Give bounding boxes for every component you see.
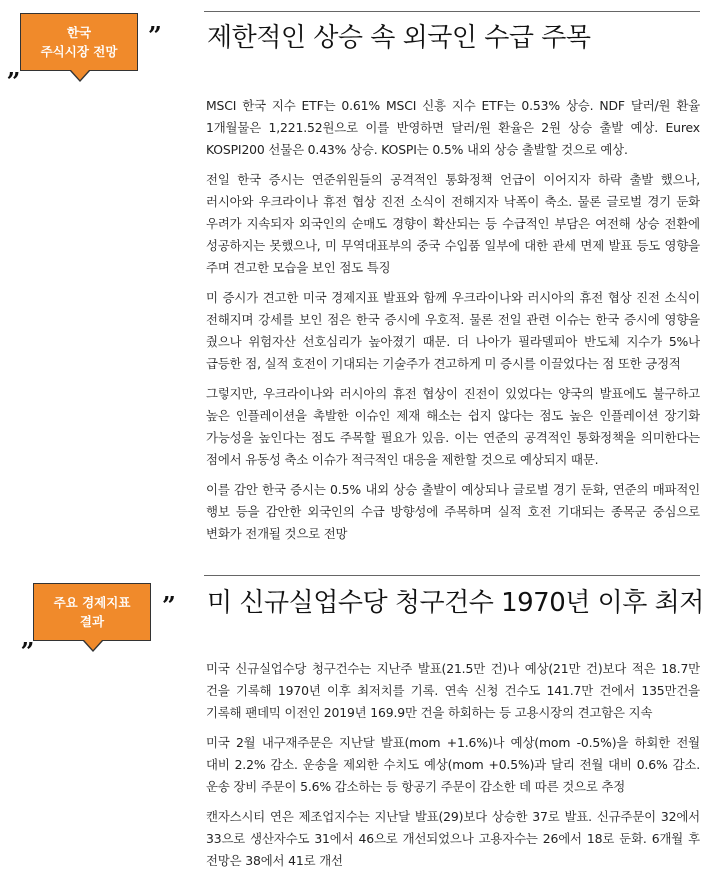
- badge-label: [21, 23, 137, 61]
- paragraph: 미국 2월 내구재주문은 지난달 발표(mom +1.6%)나 예상(mom -0.5%)을 하회한 전월 대비 2.2% 감소. 운송을 제외한 수치도 예상(mom +0.5%)과 달리 전월 대비 0.6% 감소. 운송 장비 주문이 5.6% 감소하는 등 항공기 주문이 감소한 데 따른 것으로 추정: [206, 735, 700, 794]
- badge-line-1: 한국: [66, 25, 92, 40]
- close-quote-icon: ”: [162, 591, 176, 620]
- open-quote-icon: „: [21, 623, 35, 652]
- section-badge: [20, 13, 138, 71]
- paragraph: 전일 한국 증시는 연준위원들의 공격적인 통화정책 언급이 이어지자 하락 출발 했으나, 러시아와 우크라이나 휴전 협상 진전 소식이 전해지자 낙폭이 축소. 물론 글로벌 경기 둔화 우려가 지속되자 외국인의 순매도 경향이 확산되는 등 수급적인 부담은 여전해 상승 전환에 성공하지는 못했으나, 미 무역대표부의 중국 수입품 일부에 대한 관세 면제 발표 등도 영향을 주며 견고한 모습을 보인 점도 특징: [206, 172, 700, 275]
- badge-line-2: 주식시장 전망: [40, 44, 118, 59]
- paragraph: 미 증시가 견고한 미국 경제지표 발표와 함께 우크라이나와 러시아의 휴전 협상 진전 소식이 전해지며 강세를 보인 점은 한국 증시에 우호적. 물론 전일 관련 이슈는 한국 증시에 영향을 줬으나 위험자산 선호심리가 높아졌기 때문. 더 나아가 필라델피아 반도체 지수가 5%나 급등한 점, 실적 호전이 기대되는 기술주가 견고하게 미 증시를 이끌었다는 점 또한 긍정적: [206, 290, 700, 371]
- paragraph: 캔자스시티 연은 제조업지수는 지난달 발표(29)보다 상승한 37로 발표. 신규주문이 32에서 33으로 생산자수도 31에서 46으로 개선되었으나 고용자수는 26에서 18로 둔화. 6개월 후 전망은 38에서 41로 개선: [206, 809, 700, 868]
- section-body: [206, 95, 700, 553]
- badge-label: [34, 593, 150, 631]
- paragraph: 미국 신규실업수당 청구건수는 지난주 발표(21.5만 건)나 예상(21만 건)보다 적은 18.7만 건을 기록해 1970년 이후 최저치를 기록. 연속 신청 건수도 141.7만 건에서 135만건을 기록해 팬데믹 이전인 2019년 169.9만 건을 하회하는 등 고용시장의 견고함은 지속: [206, 661, 700, 720]
- paragraph: 이를 감안 한국 증시는 0.5% 내외 상승 출발이 예상되나 글로벌 경기 둔화, 연준의 매파적인 행보 등을 감안한 외국인의 수급 방향성에 주목하며 실적 호전 기대되는 종목군 중심으로 변화가 전개될 것으로 전망: [206, 482, 700, 541]
- section-body: [206, 658, 700, 880]
- title-rule: [204, 11, 700, 12]
- open-quote-icon: „: [7, 53, 21, 82]
- close-quote-icon: ”: [148, 21, 162, 50]
- paragraph: 그렇지만, 우크라이나와 러시아의 휴전 협상이 진전이 있었다는 양국의 발표에도 불구하고 높은 인플레이션을 촉발한 이슈인 제재 해소는 쉽지 않다는 점도 높은 인플레이션 장기화 가능성을 높인다는 점도 주목할 필요가 있음. 이는 연준의 공격적인 통화정책을 의미한다는 점에서 유동성 축소 이슈가 적극적인 대응을 제한할 것으로 예상되지 때문.: [206, 386, 700, 467]
- section-title: 미 신규실업수당 청구건수 1970년 이후 최저: [207, 588, 704, 618]
- title-rule: [204, 575, 700, 576]
- paragraph: MSCI 한국 지수 ETF는 0.61% MSCI 신흥 지수 ETF는 0.53% 상승. NDF 달러/원 환율 1개월물은 1,221.52원으로 이를 반영하면 달러/원 환율은 2원 상승 출발 예상. Eurex KOSPI200 선물은 0.43% 상승. KOSPI는 0.5% 내외 상승 출발할 것으로 예상.: [206, 98, 700, 157]
- section-title: 제한적인 상승 속 외국인 수급 주목: [207, 23, 591, 53]
- badge-tail: [70, 71, 90, 82]
- badge-line-1: 주요 경제지표: [53, 595, 131, 610]
- badge-line-2: 결과: [79, 614, 105, 629]
- badge-tail: [83, 641, 103, 652]
- section-badge: [33, 583, 151, 641]
